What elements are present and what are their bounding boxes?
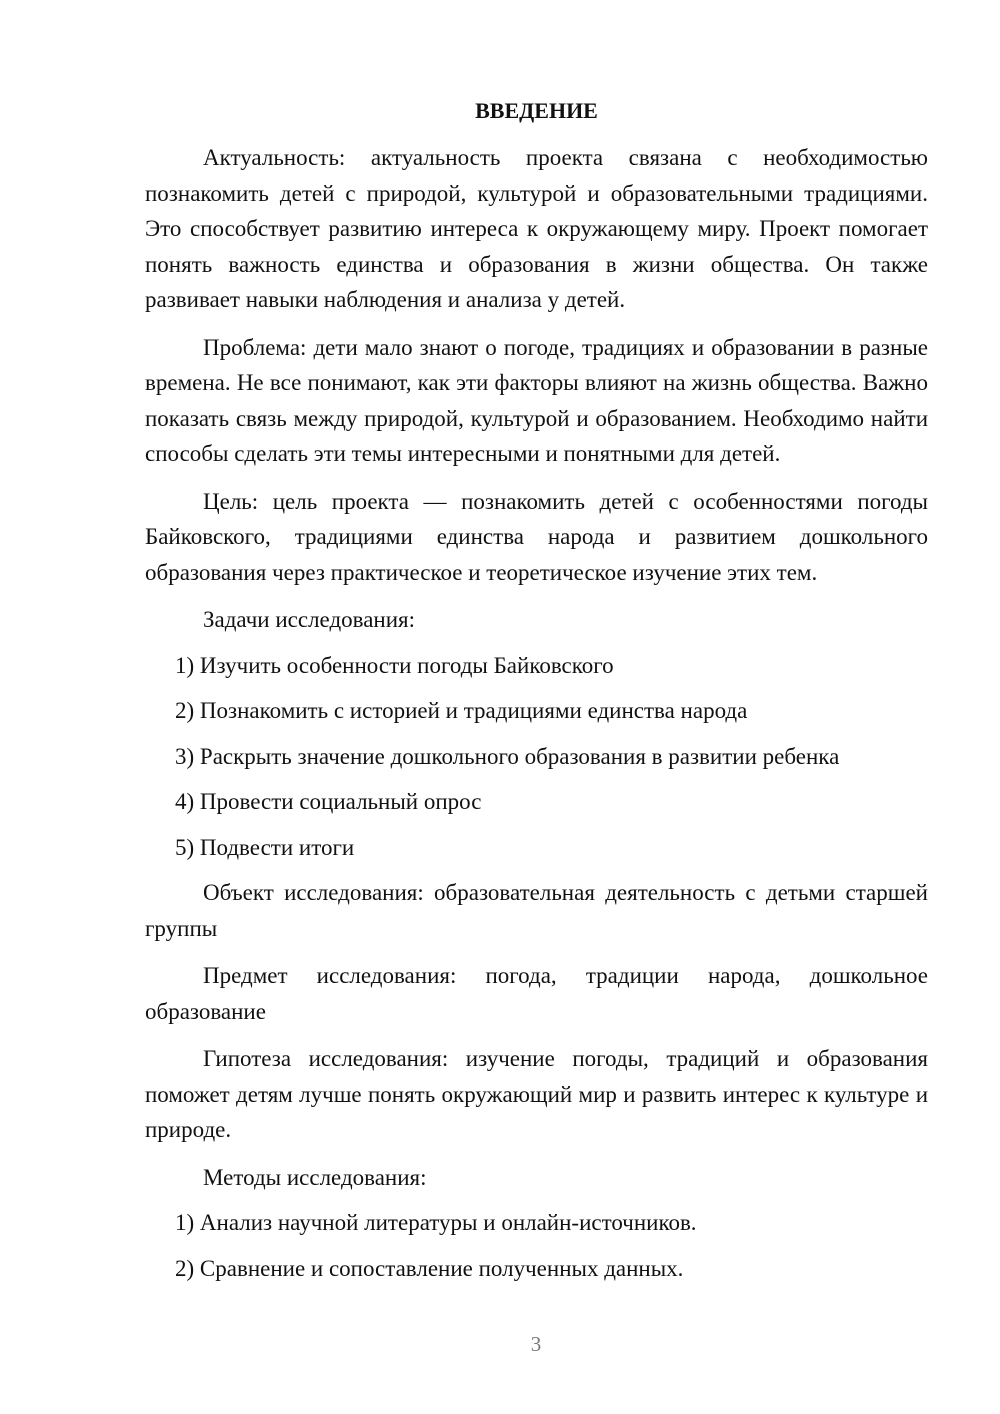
list-item: 3) Раскрыть значение дошкольного образования в развитии ребенка <box>175 743 840 769</box>
list-item: 1) Анализ научной литературы и онлайн-источников. <box>175 1210 697 1235</box>
paragraph-goal: Цель: цель проекта — познакомить детей с особенностями погоды Байковского, традициями единства народа и развитием дошкольного образования через практическое и теоретическое изучение этих тем. <box>145 488 928 585</box>
list-item: 4) Провести социальный опрос <box>175 789 482 814</box>
paragraph-object: Объект исследования: образовательная деятельность с детьми старшей группы <box>145 880 928 941</box>
page-number: 3 <box>530 1332 542 1356</box>
tasks-list <box>145 648 928 866</box>
list-item: 2) Познакомить с историей и традициями единства народа <box>175 698 748 723</box>
methods-list <box>145 1205 928 1286</box>
list-item: 1) Изучить особенности погоды Байковского <box>175 652 614 678</box>
list-item: 2) Сравнение и сопоставление полученных данных. <box>175 1255 684 1281</box>
methods-label: Методы исследования: <box>203 1164 427 1190</box>
tasks-label: Задачи исследования: <box>203 607 416 632</box>
page-heading: ВВЕДЕНИЕ <box>475 98 598 123</box>
paragraph-hypothesis: Гипотеза исследования: изучение погоды, традиций и образования поможет детям лучше понять окружающий мир и развить интерес к культуре и природе. <box>145 1046 928 1142</box>
list-item: 5) Подвести итоги <box>175 834 355 860</box>
paragraph-problem: Проблема: дети мало знают о погоде, традициях и образовании в разные времена. Не все понимают, как эти факторы влияют на жизнь общества. Важно показать связь между природой, культурой и образованием. Необходимо найти способы сделать эти темы интересными и понятными для детей. <box>145 334 928 466</box>
document-page <box>145 93 928 1296</box>
paragraph-relevance: Актуальность: актуальность проекта связана с необходимостью познакомить детей с природой, культурой и образовательными традициями. Это способствует развитию интереса к окружающему миру. Проект помогает понять важность единства и образования в жизни общества. Он также развивает навыки наблюдения и анализа у детей. <box>145 145 928 312</box>
paragraph-subject: Предмет исследования: погода, традиции народа, дошкольное образование <box>145 963 928 1024</box>
